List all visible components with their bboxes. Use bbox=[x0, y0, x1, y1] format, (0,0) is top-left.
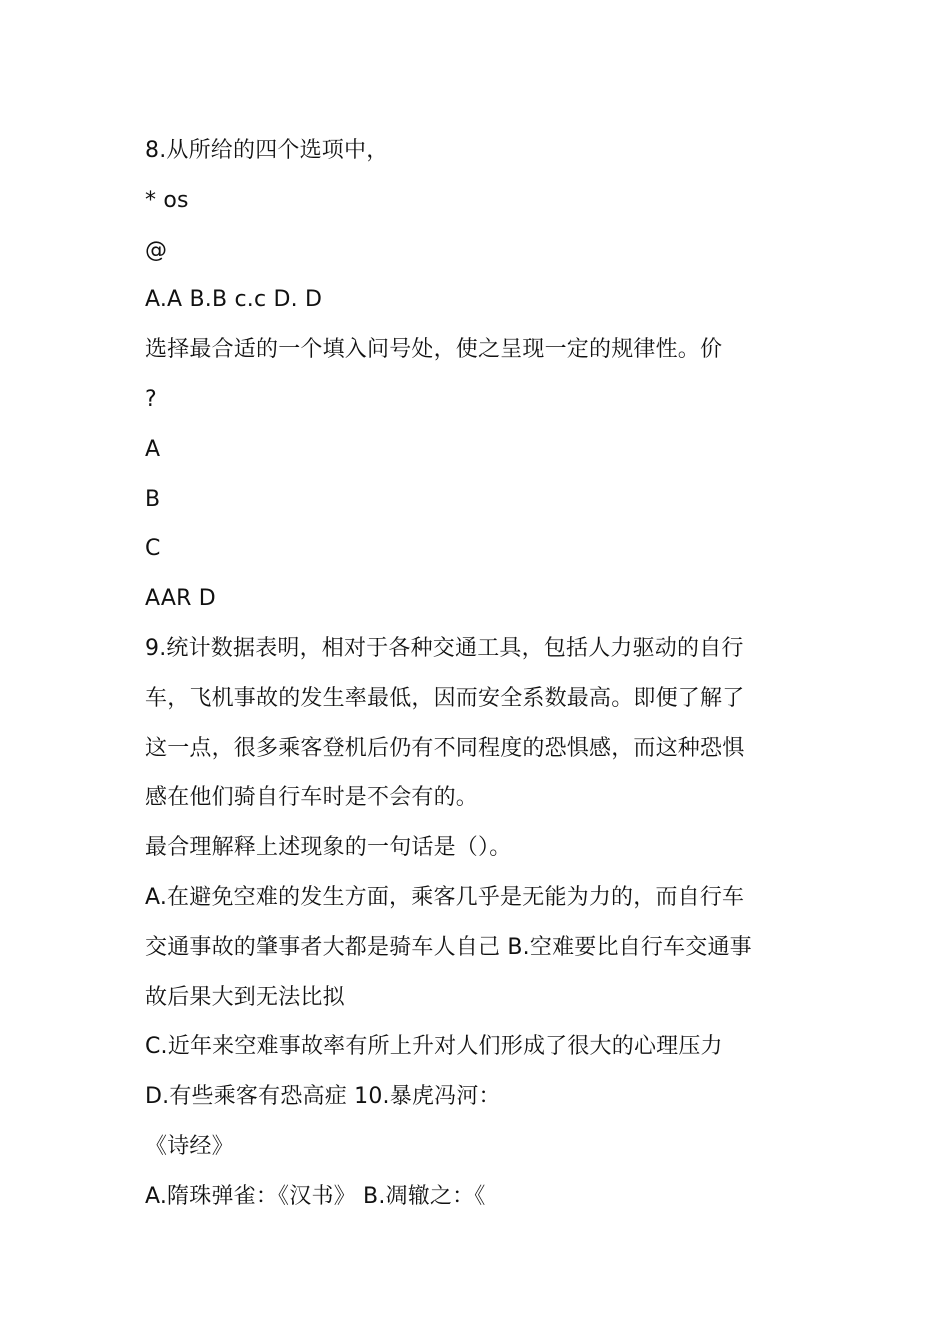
document-body bbox=[145, 126, 815, 1222]
question-10-source: 《诗经》 bbox=[145, 1133, 234, 1159]
question-10-options: A.隋珠弹雀：《汉书》 B.凋辙之：《 bbox=[145, 1183, 486, 1209]
question-9-line-2: 车，飞机事故的发生率最低，因而安全系数最高。即便了解了 bbox=[145, 685, 745, 711]
question-9-option-a-line-1: A.在避免空难的发生方面，乘客几乎是无能为力的，而自行车 bbox=[145, 884, 745, 910]
question-9-prompt: 最合理解释上述现象的一句话是（）。 bbox=[145, 835, 512, 861]
option-d-label: AAR D bbox=[145, 586, 216, 612]
figure-fragment-symbol: @ bbox=[145, 237, 168, 263]
question-9-option-b-continuation: 故后果大到无法比拟 bbox=[145, 984, 345, 1010]
question-9-line-1: 9.统计数据表明，相对于各种交通工具，包括人力驱动的自行 bbox=[145, 635, 744, 661]
option-a-label: A bbox=[145, 436, 161, 462]
question-8-heading: 8.从所给的四个选项中， bbox=[145, 138, 389, 163]
figure-fragment-text: * os bbox=[145, 187, 189, 213]
question-9-line-3: 这一点，很多乘客登机后仍有不同程度的恐惧感，而这种恐惧 bbox=[145, 735, 745, 761]
question-9-option-d-and-question-10: D.有些乘客有恐高症 10.暴虎冯河： bbox=[145, 1084, 501, 1110]
question-8-options: A.A B.B c.c D. D bbox=[145, 287, 323, 313]
question-9-option-c: C.近年来空难事故率有所上升对人们形成了很大的心理压力 bbox=[145, 1034, 723, 1060]
option-b-label: B bbox=[145, 486, 161, 512]
option-c-label: C bbox=[145, 536, 161, 562]
question-9-option-a-line-2: 交通事故的肇事者大都是骑车人自己 B.空难要比自行车交通事 bbox=[145, 934, 752, 960]
question-8-instruction: 选择最合适的一个填入问号处，使之呈现一定的规律性。价 bbox=[145, 337, 723, 363]
question-mark-line: ? bbox=[145, 386, 157, 412]
question-9-line-4: 感在他们骑自行车时是不会有的。 bbox=[145, 785, 479, 811]
